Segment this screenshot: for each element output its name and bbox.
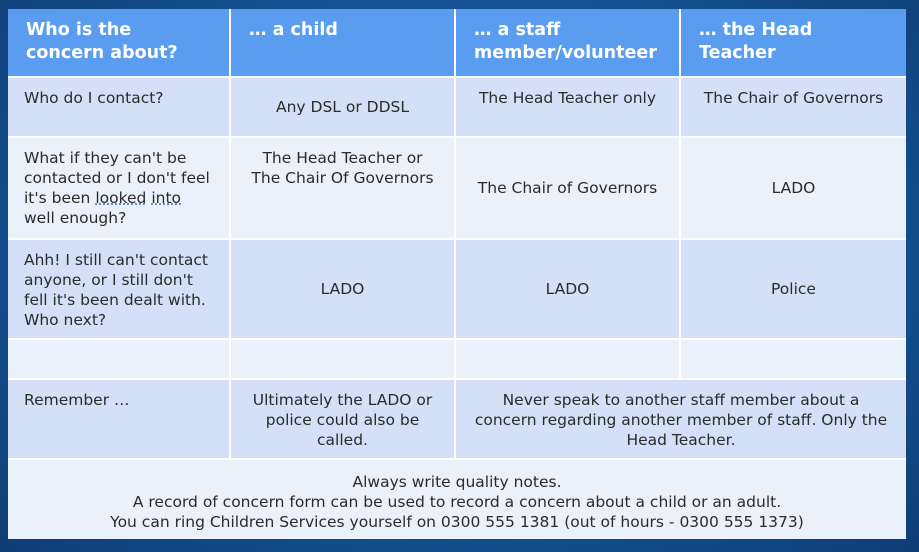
header-concern-about: Who is the concern about? bbox=[8, 9, 231, 78]
footer-notes bbox=[8, 460, 906, 539]
row-who-to-contact-label: Who do I contact? bbox=[8, 78, 231, 138]
spell-check-into: into bbox=[151, 189, 182, 207]
empty-cell bbox=[456, 340, 681, 380]
row-who-next-head: Police bbox=[681, 240, 906, 340]
footer-quality-notes: Always write quality notes. bbox=[352, 473, 562, 491]
row-who-next-staff: LADO bbox=[456, 240, 681, 340]
header-staff-volunteer: … a staff member/volunteer bbox=[456, 9, 681, 78]
row-cant-contact-label bbox=[8, 138, 231, 240]
row-cant-contact-child: The Head Teacher or The Chair Of Governors bbox=[231, 138, 456, 240]
row-cant-contact-head: LADO bbox=[681, 138, 906, 240]
remember-child-note: Ultimately the LADO or police could also be called. bbox=[231, 380, 456, 460]
label-text-start: What if they can't be contacted or I don't feel it's been bbox=[24, 149, 210, 207]
row-who-to-contact-head: The Chair of Governors bbox=[681, 78, 906, 138]
footer-phone-numbers: You can ring Children Services yourself on 0300 555 1381 (out of hours - 0300 555 1373) bbox=[110, 513, 804, 531]
row-who-next-child: LADO bbox=[231, 240, 456, 340]
header-child: … a child bbox=[231, 9, 456, 78]
remember-staff-note: Never speak to another staff member about a concern regarding another member of staff. Only the Head Teacher. bbox=[456, 380, 906, 460]
row-who-to-contact-staff: The Head Teacher only bbox=[456, 78, 681, 138]
header-head-teacher: … the Head Teacher bbox=[681, 9, 906, 78]
spell-check-looked: looked bbox=[95, 189, 147, 207]
row-who-to-contact-child: Any DSL or DDSL bbox=[231, 78, 456, 138]
remember-label: Remember … bbox=[8, 380, 231, 460]
footer-record-form: A record of concern form can be used to record a concern about a child or an adult. bbox=[132, 493, 782, 511]
row-who-next-label: Ahh! I still can't contact anyone, or I still don't fell it's been dealt with. Who next? bbox=[8, 240, 231, 340]
label-text-end: well enough? bbox=[24, 209, 127, 227]
empty-cell bbox=[681, 340, 906, 380]
empty-cell bbox=[8, 340, 231, 380]
safeguarding-contact-table bbox=[8, 9, 906, 539]
empty-cell bbox=[231, 340, 456, 380]
row-cant-contact-staff: The Chair of Governors bbox=[456, 138, 681, 240]
